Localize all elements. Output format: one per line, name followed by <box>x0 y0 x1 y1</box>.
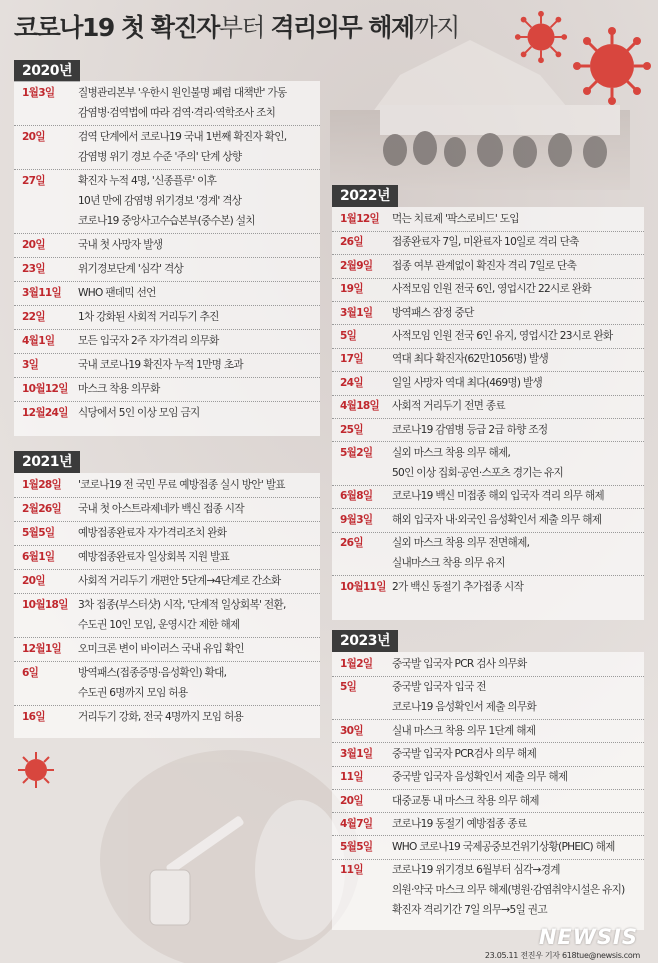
event-description <box>392 349 548 369</box>
event-description <box>78 259 183 279</box>
event-date: 17일 <box>340 353 363 366</box>
timeline-panel-2020 <box>14 81 320 436</box>
year-badge-2020: 2020년 <box>14 60 80 82</box>
event-date: 4월18일 <box>340 400 380 413</box>
event-description-line: 중국발 입국자 음성확인서 제출 의무 해제 <box>392 771 568 784</box>
event-date: 4월1일 <box>22 335 55 347</box>
row-divider <box>14 497 320 498</box>
event-description <box>392 209 519 229</box>
row-divider <box>14 545 320 546</box>
event-description-line: 먹는 치료제 '팍스로비드' 도입 <box>392 213 519 225</box>
event-date: 10월12일 <box>22 383 68 395</box>
event-description-line: 실내마스크 착용 의무 유지 <box>392 557 505 570</box>
event-description-line: 수도권 6명까지 모임 허용 <box>78 687 188 699</box>
event-date: 1월28일 <box>22 479 62 491</box>
row-divider <box>14 661 320 662</box>
event-date: 10월11일 <box>340 580 386 593</box>
event-description-line: 일일 사망자 역대 최다(469명) 발생 <box>392 376 543 389</box>
event-description-line: 중국발 입국자 입국 전 <box>392 681 486 694</box>
event-date: 11일 <box>340 771 363 784</box>
event-date: 26일 <box>340 537 363 550</box>
event-description-line: 코로나19 중앙사고수습본부(중수본) 설치 <box>78 215 255 227</box>
event-description <box>78 83 286 123</box>
event-description <box>78 355 243 375</box>
event-description <box>78 127 286 167</box>
event-date: 20일 <box>22 131 45 143</box>
event-date: 5일 <box>340 330 357 342</box>
event-date: 6월1일 <box>22 551 55 563</box>
timeline-panel-2023 <box>332 652 644 930</box>
event-date: 1월2일 <box>340 658 373 670</box>
event-description-line: 사적모임 인원 전국 6인, 영업시간 22시로 완화 <box>392 283 591 296</box>
event-description <box>78 331 219 351</box>
event-description-line: 국내 첫 아스트라제네카 백신 접종 시작 <box>78 503 244 515</box>
event-description <box>78 379 160 399</box>
row-divider <box>14 257 320 258</box>
event-description <box>392 510 601 530</box>
event-date: 1월3일 <box>22 87 55 99</box>
event-description <box>78 523 226 543</box>
event-date: 3월1일 <box>340 747 373 760</box>
timeline-panel-2022 <box>332 207 644 620</box>
event-description-line: 거리두기 강화, 전국 4명까지 모임 허용 <box>78 711 244 723</box>
row-divider <box>332 301 644 302</box>
event-description <box>78 283 156 303</box>
event-description <box>392 533 529 573</box>
event-description <box>392 744 536 764</box>
event-description-line: 확진자 누적 4명, '신종플루' 이후 <box>78 175 217 187</box>
event-date: 12월24일 <box>22 407 68 419</box>
event-date: 3월1일 <box>340 306 373 319</box>
event-description-line: 실외 마스크 착용 의무 전면해제, <box>392 537 530 550</box>
row-divider <box>14 401 320 402</box>
event-description-line: 코로나19 음성확인서 제출 의무화 <box>392 701 537 714</box>
event-date: 16일 <box>22 711 45 723</box>
event-date: 20일 <box>340 794 363 807</box>
event-description-line: 식당에서 5인 이상 모임 금지 <box>78 407 200 419</box>
event-description <box>78 707 243 727</box>
event-date: 2월9일 <box>340 259 373 272</box>
event-description-line: 사적모임 인원 전국 6인 유지, 영업시간 23시로 완화 <box>392 330 613 342</box>
event-description-line: 질병관리본부 '우한시 원인불명 폐렴 대책반' 가동 <box>78 87 287 99</box>
event-description-line: 해외 입국자 내·외국인 음성확인서 제출 의무 해제 <box>392 513 602 526</box>
event-description <box>392 677 536 717</box>
page-title: 코로나19 첫 확진자부터 격리의무 해제까지 <box>14 13 459 42</box>
event-description-line: 접종 여부 관계없이 확진자 격리 7일로 단축 <box>392 259 577 272</box>
event-description-line: 검역 단계에서 코로나19 국내 1번째 확진자 확인, <box>78 131 287 143</box>
event-date: 1월12일 <box>340 213 380 225</box>
row-divider <box>14 637 320 638</box>
event-date: 20일 <box>22 575 45 587</box>
event-date: 9월3일 <box>340 513 373 526</box>
credit-line: 23.05.11 전진우 기자 618tue@newsis.com <box>484 951 640 960</box>
event-description <box>392 837 615 857</box>
event-description-line: 마스크 착용 의무화 <box>78 383 160 395</box>
event-description-line: 10년 만에 감염병 위기경보 '경계' 격상 <box>78 195 242 207</box>
event-description-line: 접종완료자 7일, 미완료자 10일로 격리 단축 <box>392 236 579 249</box>
event-description-line: 수도권 10인 모임, 운영시간 제한 해제 <box>78 619 240 631</box>
event-description-line: 2가 백신 동절기 추가접종 시작 <box>392 580 524 593</box>
event-date: 4월7일 <box>340 817 373 830</box>
event-description <box>392 256 576 276</box>
row-divider <box>14 305 320 306</box>
event-description-line: 확진자 격리기간 7일 의무→5일 권고 <box>392 904 547 917</box>
event-description <box>78 499 244 519</box>
event-description <box>392 486 604 506</box>
newsis-logo: NEWSIS <box>538 925 638 949</box>
coronavirus-icon <box>14 748 58 792</box>
event-date: 5월5일 <box>340 841 373 854</box>
vaccine-photo <box>100 750 360 963</box>
event-description-line: 사회적 거리두기 개편안 5단계→4단계로 간소화 <box>78 575 281 587</box>
event-description-line: 코로나19 백신 미접종 해외 입국자 격리 의무 해제 <box>392 490 604 503</box>
event-description-line: 감염병 위기 경보 수준 '주의' 단계 상향 <box>78 151 242 163</box>
event-description-line: 코로나19 감염병 등급 2급 하향 조정 <box>392 423 548 436</box>
event-date: 25일 <box>340 423 363 436</box>
event-description <box>392 232 579 252</box>
row-divider <box>14 169 320 170</box>
event-description <box>78 307 219 327</box>
event-description <box>392 721 535 741</box>
event-date: 26일 <box>340 236 363 249</box>
event-description <box>392 326 613 346</box>
row-divider <box>14 281 320 282</box>
event-description-line: 감염병·검역법에 따라 검역·격리·역학조사 조치 <box>78 107 276 119</box>
event-description <box>78 663 226 703</box>
event-description-line: 예방접종완료자 일상회복 지원 발표 <box>78 551 230 563</box>
event-description-line: 방역패스(접종증명·음성확인) 확대, <box>78 667 227 679</box>
event-date: 10월18일 <box>22 599 68 611</box>
event-description-line: 국내 첫 사망자 발생 <box>78 239 163 251</box>
event-date: 23일 <box>22 263 45 275</box>
row-divider <box>14 329 320 330</box>
event-description <box>78 639 244 659</box>
row-divider <box>14 705 320 706</box>
event-description <box>392 443 563 483</box>
event-description <box>78 403 200 423</box>
event-description-line: 모든 입국자 2주 자가격리 의무화 <box>78 335 219 347</box>
event-date: 11일 <box>340 864 363 877</box>
event-description-line: 1차 강화된 사회적 거리두기 추진 <box>78 311 219 323</box>
coronavirus-icon <box>570 24 654 108</box>
event-description-line: 중국발 입국자 PCR 검사 의무화 <box>392 658 527 670</box>
event-description <box>392 860 625 920</box>
event-date: 2월26일 <box>22 503 62 515</box>
event-description <box>78 171 255 231</box>
event-date: 5월2일 <box>340 447 373 459</box>
event-description-line: WHO 코로나19 국제공중보건위기상황(PHEIC) 해제 <box>392 841 615 854</box>
event-description <box>78 595 286 635</box>
event-description-line: 3차 접종(부스터샷) 시작, '단계적 일상회복' 전환, <box>78 599 286 611</box>
event-date: 22일 <box>22 311 45 323</box>
event-description-line: 예방접종완료자 자가격리조치 완화 <box>78 527 227 539</box>
event-description-line: 오미크론 변이 바이러스 국내 유입 확인 <box>78 643 244 655</box>
row-divider <box>14 353 320 354</box>
row-divider <box>14 377 320 378</box>
event-description <box>392 791 539 811</box>
event-description <box>78 235 162 255</box>
event-description <box>392 303 474 323</box>
row-divider <box>14 125 320 126</box>
event-date: 12월1일 <box>22 643 62 655</box>
event-description-line: 50인 이상 집회·공연·스포츠 경기는 유지 <box>392 467 564 479</box>
event-description <box>392 767 567 787</box>
event-description <box>78 571 281 591</box>
event-description <box>392 279 591 299</box>
event-date: 20일 <box>22 239 45 251</box>
event-description-line: 코로나19 위기경보 6월부터 심각→경계 <box>392 864 560 877</box>
event-description <box>392 654 527 674</box>
event-description-line: 국내 코로나19 확진자 누적 1만명 초과 <box>78 359 243 371</box>
year-badge-2023: 2023년 <box>332 630 398 652</box>
event-description-line: 실내 마스크 착용 의무 1단계 해제 <box>392 724 536 737</box>
event-description-line: WHO 팬데믹 선언 <box>78 287 156 299</box>
event-description <box>392 396 505 416</box>
event-description-line: 대중교통 내 마스크 착용 의무 해제 <box>392 794 539 807</box>
coronavirus-icon <box>512 8 570 66</box>
event-date: 6월8일 <box>340 490 373 503</box>
event-description-line: 코로나19 동절기 예방접종 종료 <box>392 817 527 830</box>
event-description <box>78 547 229 567</box>
event-description-line: 위기경보단계 '심각' 격상 <box>78 263 184 275</box>
event-description-line: 중국발 입국자 PCR검사 의무 해제 <box>392 747 537 760</box>
row-divider <box>14 569 320 570</box>
event-date: 5월5일 <box>22 527 55 539</box>
row-divider <box>14 521 320 522</box>
year-badge-2022: 2022년 <box>332 185 398 207</box>
event-date: 5일 <box>340 681 357 694</box>
event-date: 6일 <box>22 667 39 679</box>
event-description <box>78 475 285 495</box>
event-date: 3월11일 <box>22 287 62 299</box>
event-date: 19일 <box>340 283 363 296</box>
event-description <box>392 577 523 597</box>
event-description-line: '코로나19 전 국민 무료 예방접종 실시 방안' 발표 <box>78 479 285 491</box>
event-description <box>392 814 526 834</box>
event-date: 24일 <box>340 376 363 389</box>
event-description <box>392 420 547 440</box>
event-date: 30일 <box>340 724 363 737</box>
event-description-line: 역대 최다 확진자(62만1056명) 발생 <box>392 353 548 366</box>
event-description <box>392 373 542 393</box>
event-description-line: 실외 마스크 착용 의무 해제, <box>392 447 511 459</box>
timeline-panel-2021 <box>14 473 320 738</box>
row-divider <box>14 233 320 234</box>
event-date: 27일 <box>22 175 45 187</box>
event-date: 3일 <box>22 359 39 371</box>
event-description-line: 의원·약국 마스크 의무 해제(병원·감염취약시설은 유지) <box>392 884 625 897</box>
row-divider <box>14 593 320 594</box>
event-description-line: 사회적 거리두기 전면 종료 <box>392 400 505 413</box>
year-badge-2021: 2021년 <box>14 451 80 473</box>
event-description-line: 방역패스 잠정 중단 <box>392 306 474 319</box>
